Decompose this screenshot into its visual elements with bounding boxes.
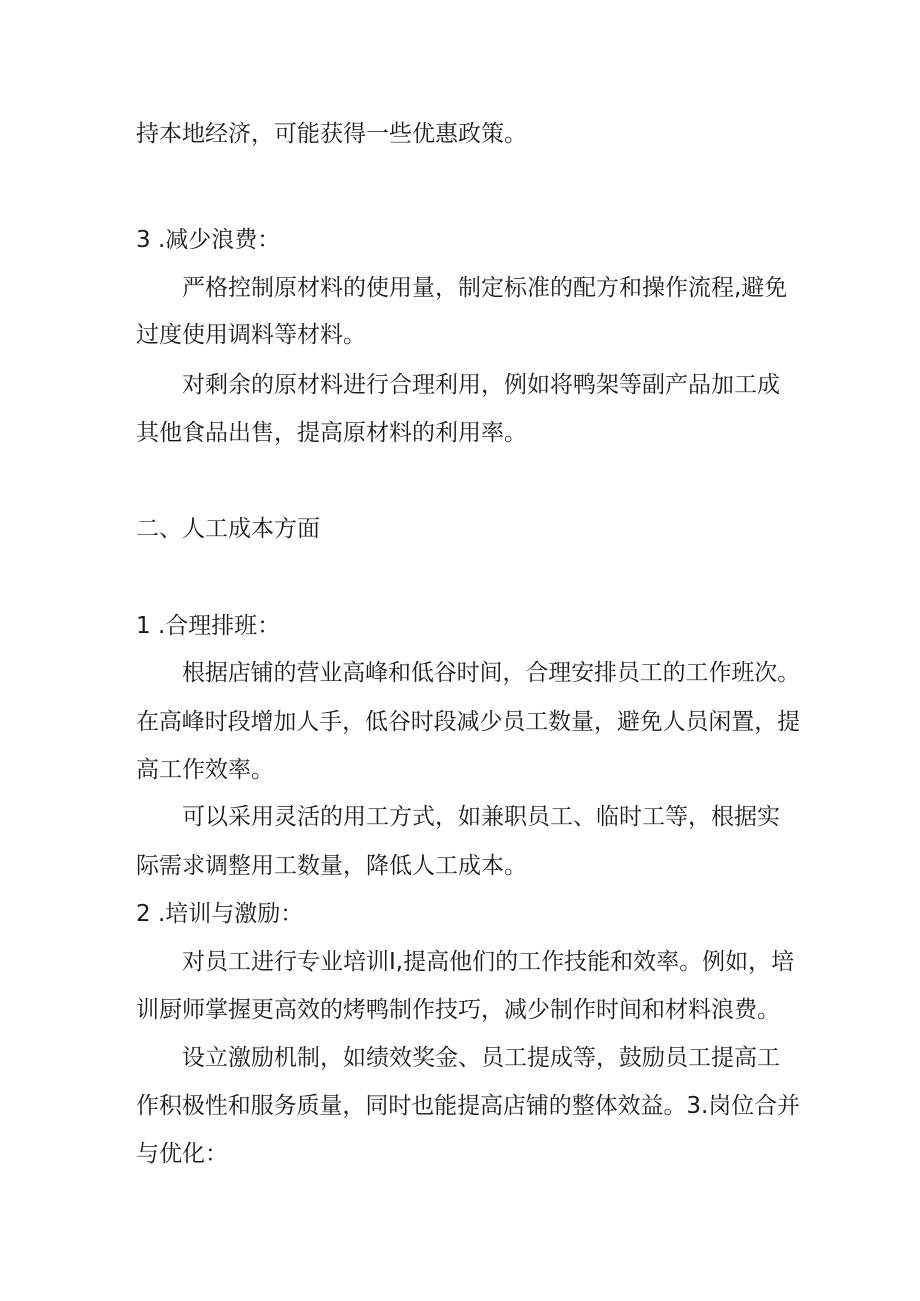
- section-heading: 1 .合理排班：: [136, 613, 281, 639]
- paragraph-line: 际需求调整用工数量，降低人工成本。: [136, 853, 527, 879]
- paragraph-line: 作积极性和服务质量，同时也能提高店铺的整体效益。3.岗位合并: [136, 1093, 800, 1119]
- paragraph-line: 其他食品出售，提高原材料的利用率。: [136, 420, 527, 446]
- paragraph-line: 高工作效率。: [136, 757, 274, 783]
- paragraph-line: 与优化：: [136, 1141, 228, 1167]
- paragraph-line: 可以采用灵活的用工方式，如兼职员工、临时工等，根据实: [182, 804, 780, 830]
- paragraph-line: 过度使用调料等材料。: [136, 322, 366, 348]
- section-heading: 2 .培训与激励：: [136, 901, 304, 927]
- paragraph-line: 根据店铺的营业高峰和低谷时间，合理安排员工的工作班次。: [182, 660, 801, 686]
- paragraph-line: 持本地经济，可能获得一些优惠政策。: [136, 121, 527, 147]
- chapter-heading: 二、人工成本方面: [136, 516, 320, 542]
- paragraph-line: 设立激励机制，如绩效奖金、员工提成等，鼓励员工提高工: [182, 1045, 780, 1071]
- paragraph-line: 在高峰时段增加人手，低谷时段减少员工数量，避免人员闲置，提: [136, 709, 801, 735]
- paragraph-line: 严格控制原材料的使用量，制定标准的配方和操作流程,避免: [182, 275, 788, 301]
- section-heading: 3 .减少浪费：: [136, 227, 281, 253]
- paragraph-line: 对剩余的原材料进行合理利用，例如将鸭架等副产品加工成: [182, 372, 780, 398]
- paragraph-line: 训厨师掌握更高效的烤鸭制作技巧，减少制作时间和材料浪费。: [136, 997, 780, 1023]
- paragraph-line: 对员工进行专业培训I,提高他们的工作技能和效率。例如，培: [182, 949, 795, 975]
